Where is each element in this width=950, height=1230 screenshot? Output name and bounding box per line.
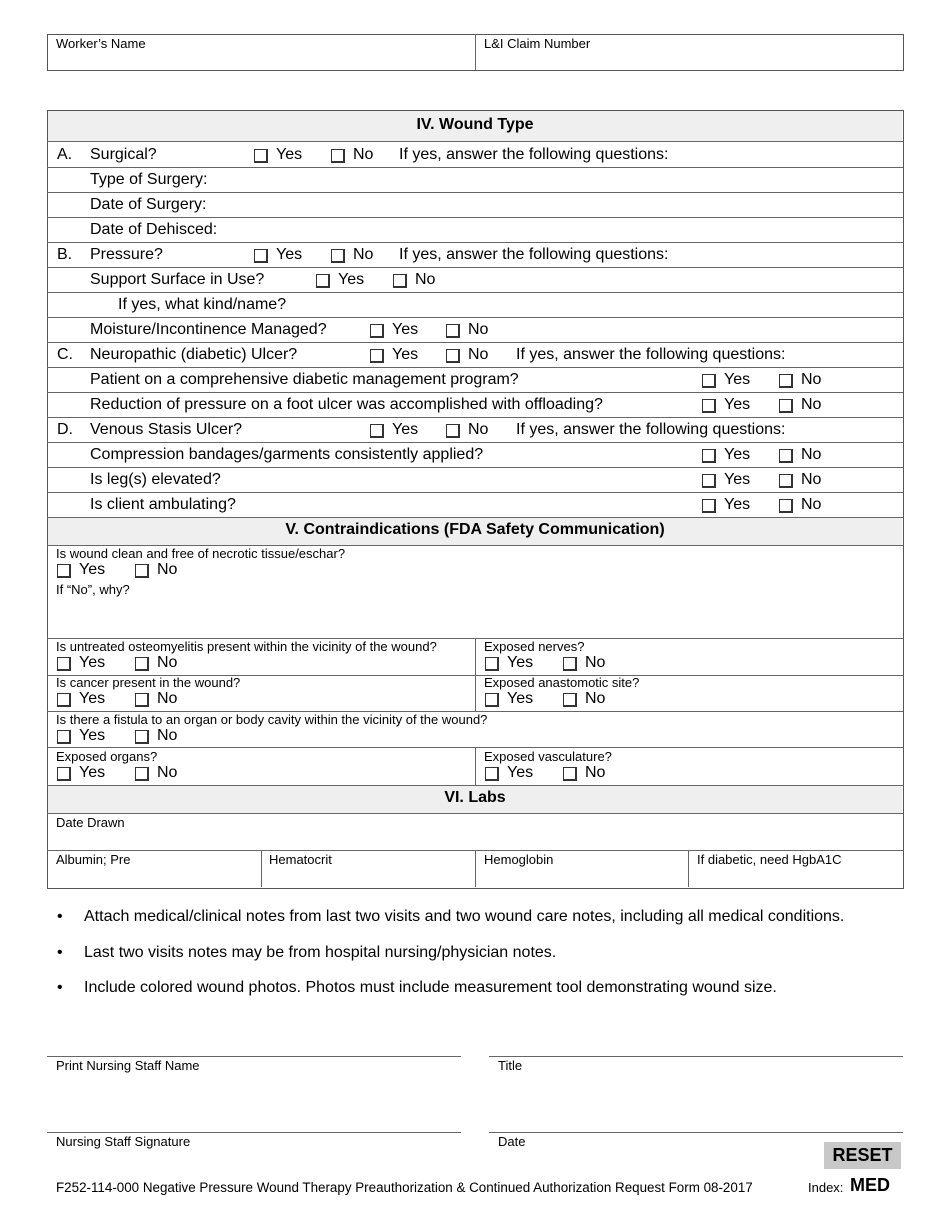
row-divider (47, 813, 903, 814)
column-divider (261, 850, 262, 887)
column-divider (475, 638, 476, 711)
yes-checkbox[interactable] (316, 274, 330, 288)
if-yes-text: If yes, answer the following questions: (516, 346, 786, 363)
yes-checkbox[interactable] (702, 449, 716, 463)
column-divider (475, 747, 476, 785)
fistula-question: Is there a fistula to an organ or body cavity within the vicinity of the wound? (56, 712, 488, 727)
hemoglobin-label: Hemoglobin (484, 852, 554, 867)
no-label: No (157, 690, 178, 707)
organs-question: Exposed organs? (56, 749, 158, 764)
yes-label: Yes (79, 654, 106, 671)
column-divider (475, 850, 476, 887)
if-yes-text: If yes, answer the following questions: (399, 246, 669, 263)
no-label: No (801, 446, 822, 463)
albumin-label: Albumin; Pre (56, 852, 131, 867)
row-divider (47, 242, 903, 243)
no-checkbox[interactable] (563, 693, 577, 707)
no-checkbox[interactable] (779, 374, 793, 388)
no-label: No (585, 764, 606, 781)
letter-b: B. (57, 246, 73, 263)
signature-line (489, 1056, 903, 1057)
instruction-note: Attach medical/clinical notes from last two visits and two wound care notes, including all medical conditions. (84, 908, 845, 925)
form-footer: F252-114-000 Negative Pressure Wound Therapy Preauthorization & Continued Authorization Request Form 08-2017 (56, 1180, 753, 1195)
row-divider (47, 467, 903, 468)
worker-name-field[interactable] (48, 52, 474, 69)
bullet: • (57, 944, 63, 961)
row-divider (47, 517, 903, 518)
yes-label: Yes (392, 321, 419, 338)
no-label: No (353, 146, 374, 163)
column-divider (688, 850, 689, 887)
yes-checkbox[interactable] (702, 474, 716, 488)
no-checkbox[interactable] (446, 349, 460, 363)
surgical-question: Surgical? (90, 146, 157, 163)
letter-c: C. (57, 346, 73, 363)
moisture-question: Moisture/Incontinence Managed? (90, 321, 327, 338)
yes-label: Yes (79, 764, 106, 781)
hgba1c-label: If diabetic, need HgbA1C (697, 852, 842, 867)
yes-label: Yes (276, 246, 303, 263)
necrotic-question: Is wound clean and free of necrotic tissue/eschar? (56, 546, 346, 561)
no-label: No (157, 561, 178, 578)
nerves-question: Exposed nerves? (484, 639, 585, 654)
yes-checkbox[interactable] (702, 499, 716, 513)
no-label: No (585, 654, 606, 671)
yes-checkbox[interactable] (485, 767, 499, 781)
no-label: No (801, 496, 822, 513)
date-dehisced-label: Date of Dehisced: (90, 221, 218, 238)
yes-checkbox[interactable] (702, 399, 716, 413)
letter-a: A. (57, 146, 73, 163)
if-yes-text: If yes, answer the following questions: (399, 146, 669, 163)
no-checkbox[interactable] (135, 657, 149, 671)
row-divider (47, 417, 903, 418)
worker-name-label: Worker’s Name (56, 36, 146, 51)
yes-label: Yes (392, 346, 419, 363)
no-label: No (801, 471, 822, 488)
vasculature-question: Exposed vasculature? (484, 749, 612, 764)
ambulating-question: Is client ambulating? (90, 496, 236, 513)
title-field[interactable] (489, 1020, 903, 1056)
no-checkbox[interactable] (135, 693, 149, 707)
yes-checkbox[interactable] (254, 249, 268, 263)
row-divider (47, 317, 903, 318)
yes-checkbox[interactable] (370, 349, 384, 363)
date-of-surgery-label: Date of Surgery: (90, 196, 207, 213)
no-checkbox[interactable] (779, 399, 793, 413)
bullet: • (57, 979, 63, 996)
yes-label: Yes (79, 690, 106, 707)
yes-checkbox[interactable] (370, 424, 384, 438)
no-label: No (157, 764, 178, 781)
bullet: • (57, 908, 63, 925)
offloading-question: Reduction of pressure on a foot ulcer was accomplished with offloading? (90, 396, 603, 413)
print-name-field[interactable] (47, 1020, 461, 1056)
row-divider (47, 367, 903, 368)
why-label: If “No”, why? (56, 582, 130, 597)
support-kind-label: If yes, what kind/name? (118, 296, 287, 313)
anastomotic-question: Exposed anastomotic site? (484, 675, 640, 690)
no-checkbox[interactable] (563, 657, 577, 671)
type-of-surgery-label: Type of Surgery: (90, 171, 208, 188)
yes-checkbox[interactable] (485, 693, 499, 707)
row-divider (47, 492, 903, 493)
osteomyelitis-question: Is untreated osteomyelitis present within the vicinity of the wound? (56, 639, 437, 654)
no-checkbox[interactable] (779, 499, 793, 513)
row-divider (47, 217, 903, 218)
claim-number-label: L&I Claim Number (484, 36, 591, 51)
yes-label: Yes (724, 371, 751, 388)
date-label: Date (498, 1134, 526, 1149)
letter-d: D. (57, 421, 73, 438)
row-divider (47, 342, 903, 343)
if-yes-text: If yes, answer the following questions: (516, 421, 786, 438)
labs-title: VI. Labs (444, 789, 506, 806)
row-divider (47, 292, 903, 293)
title-label: Title (498, 1058, 523, 1073)
no-checkbox[interactable] (135, 564, 149, 578)
yes-label: Yes (507, 654, 534, 671)
no-label: No (157, 727, 178, 744)
reset-button[interactable]: RESET (824, 1142, 901, 1169)
no-checkbox[interactable] (779, 474, 793, 488)
hematocrit-label: Hematocrit (269, 852, 332, 867)
no-checkbox[interactable] (393, 274, 407, 288)
print-name-label: Print Nursing Staff Name (56, 1058, 200, 1073)
row-divider (47, 442, 903, 443)
neuropathic-question: Neuropathic (diabetic) Ulcer? (90, 346, 298, 363)
row-divider (47, 267, 903, 268)
diabetic-program-question: Patient on a comprehensive diabetic management program? (90, 371, 519, 388)
yes-checkbox[interactable] (370, 324, 384, 338)
yes-label: Yes (276, 146, 303, 163)
yes-label: Yes (724, 496, 751, 513)
no-label: No (157, 654, 178, 671)
yes-label: Yes (392, 421, 419, 438)
instruction-note: Include colored wound photos. Photos must include measurement tool demonstrating wound size. (84, 979, 777, 996)
yes-checkbox[interactable] (702, 374, 716, 388)
yes-checkbox[interactable] (57, 693, 71, 707)
compression-question: Compression bandages/garments consistently applied? (90, 446, 484, 463)
no-checkbox[interactable] (446, 324, 460, 338)
no-label: No (468, 421, 489, 438)
signature-label: Nursing Staff Signature (56, 1134, 191, 1149)
no-label: No (468, 321, 489, 338)
no-checkbox[interactable] (779, 449, 793, 463)
yes-label: Yes (507, 690, 534, 707)
row-divider (47, 167, 903, 168)
claim-number-field[interactable] (476, 52, 902, 69)
signature-line (489, 1132, 903, 1133)
yes-checkbox[interactable] (57, 564, 71, 578)
no-label: No (801, 396, 822, 413)
venous-question: Venous Stasis Ulcer? (90, 421, 243, 438)
no-checkbox[interactable] (331, 149, 345, 163)
date-drawn-label: Date Drawn (56, 815, 125, 830)
instruction-note: Last two visits notes may be from hospital nursing/physician notes. (84, 944, 557, 961)
signature-line (47, 1056, 461, 1057)
elevated-question: Is leg(s) elevated? (90, 471, 221, 488)
yes-checkbox[interactable] (57, 657, 71, 671)
signature-field[interactable] (47, 1096, 461, 1132)
yes-label: Yes (338, 271, 365, 288)
yes-checkbox[interactable] (485, 657, 499, 671)
index-value: MED (850, 1175, 890, 1195)
no-label: No (415, 271, 436, 288)
contraindications-title: V. Contraindications (FDA Safety Communication) (285, 521, 665, 538)
no-checkbox[interactable] (135, 767, 149, 781)
yes-label: Yes (507, 764, 534, 781)
yes-label: Yes (724, 396, 751, 413)
row-divider (47, 141, 903, 142)
yes-checkbox[interactable] (254, 149, 268, 163)
no-label: No (585, 690, 606, 707)
yes-label: Yes (79, 561, 106, 578)
row-divider (47, 192, 903, 193)
no-checkbox[interactable] (331, 249, 345, 263)
row-divider (47, 785, 903, 786)
no-checkbox[interactable] (135, 730, 149, 744)
row-divider (47, 392, 903, 393)
index-label: Index: (808, 1180, 844, 1195)
no-checkbox[interactable] (563, 767, 577, 781)
yes-checkbox[interactable] (57, 730, 71, 744)
cancer-question: Is cancer present in the wound? (56, 675, 241, 690)
no-label: No (353, 246, 374, 263)
no-label: No (801, 371, 822, 388)
wound-type-title: IV. Wound Type (416, 116, 534, 133)
no-checkbox[interactable] (446, 424, 460, 438)
yes-checkbox[interactable] (57, 767, 71, 781)
no-label: No (468, 346, 489, 363)
yes-label: Yes (724, 471, 751, 488)
signature-line (47, 1132, 461, 1133)
support-surface-question: Support Surface in Use? (90, 271, 265, 288)
yes-label: Yes (79, 727, 106, 744)
date-field[interactable] (489, 1096, 903, 1132)
pressure-question: Pressure? (90, 246, 163, 263)
yes-label: Yes (724, 446, 751, 463)
